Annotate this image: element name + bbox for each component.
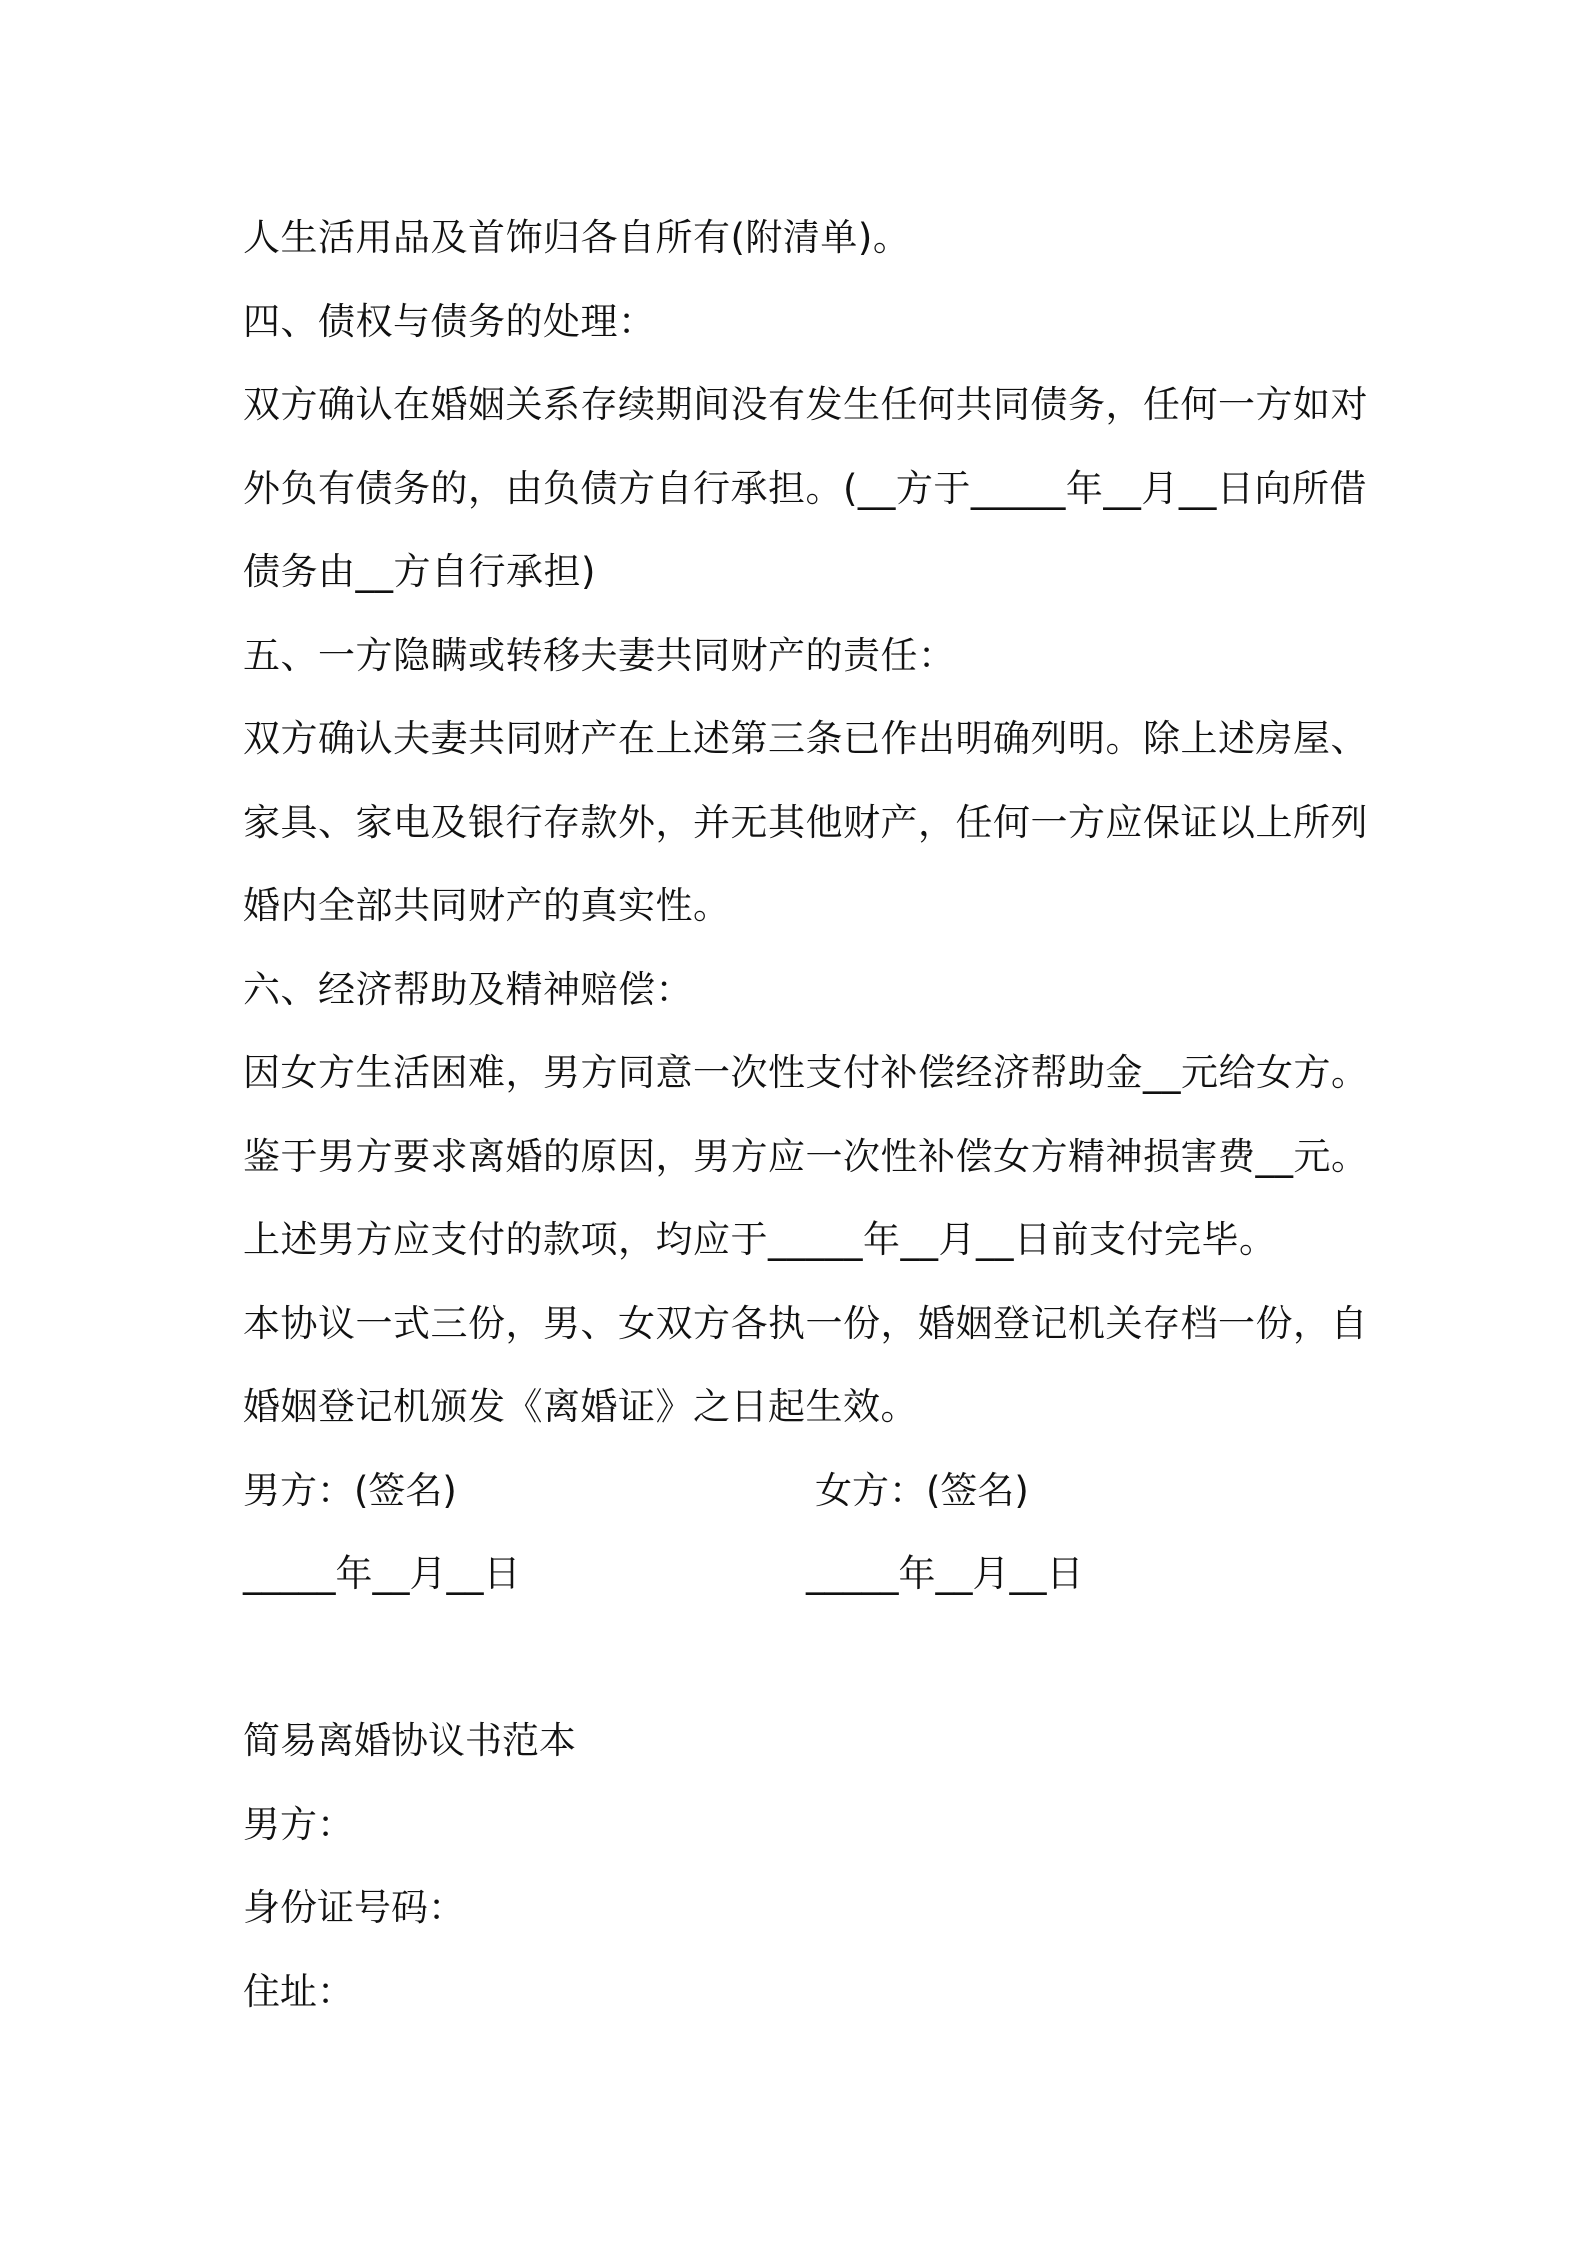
template-id-number-field: 身份证号码： (243, 1886, 465, 1929)
text-line: 因女方生活困难，男方同意一次性支付补偿经济帮助金__元给女方。 (243, 1051, 1369, 1094)
section-heading-concealment: 五、一方隐瞒或转移夫妻共同财产的责任： (243, 633, 956, 677)
spacer (243, 1616, 1363, 1700)
text-line: 本协议一式三份，男、女双方各执一份，婚姻登记机关存档一份，自 (243, 1301, 1368, 1345)
male-signature-date: _____年__月__日 (243, 1552, 521, 1595)
text-line: 人生活用品及首饰归各自所有(附清单)。 (243, 216, 911, 259)
section-heading-compensation: 六、经济帮助及精神赔偿： (243, 967, 693, 1011)
text-line: 婚内全部共同财产的真实性。 (243, 884, 731, 927)
female-signature-date: _____年__月__日 (806, 1552, 1084, 1595)
document-body (243, 196, 1369, 2033)
text-line: 双方确认夫妻共同财产在上述第三条已作出明确列明。除上述房屋、 (243, 717, 1368, 760)
section-heading-debts: 四、债权与债务的处理： (243, 299, 656, 343)
text-line: 鉴于男方要求离婚的原因，男方应一次性补偿女方精神损害费__元。 (243, 1134, 1369, 1178)
template-title: 简易离婚协议书范本 (243, 1719, 576, 1762)
text-line: 双方确认在婚姻关系存续期间没有发生任何共同债务，任何一方如对 (243, 383, 1368, 426)
female-signature-label: 女方：(签名) (815, 1468, 1029, 1512)
text-line: 上述男方应支付的款项，均应于_____年__月__日前支付完毕。 (243, 1218, 1277, 1261)
template-male-field: 男方： (243, 1802, 354, 1846)
text-line: 婚姻登记机颁发《离婚证》之日起生效。 (243, 1385, 918, 1428)
text-line: 外负有债务的，由负债方自行承担。(__方于_____年__月__日向所借 (243, 466, 1367, 510)
male-signature-label: 男方：(签名) (243, 1468, 457, 1512)
signature-label-row (243, 1449, 1363, 1533)
text-line: 家具、家电及银行存款外，并无其他财产，任何一方应保证以上所列 (243, 800, 1368, 844)
text-line: 债务由__方自行承担) (243, 550, 596, 593)
signature-date-row (243, 1532, 1363, 1616)
template-address-field: 住址： (243, 1969, 354, 2013)
